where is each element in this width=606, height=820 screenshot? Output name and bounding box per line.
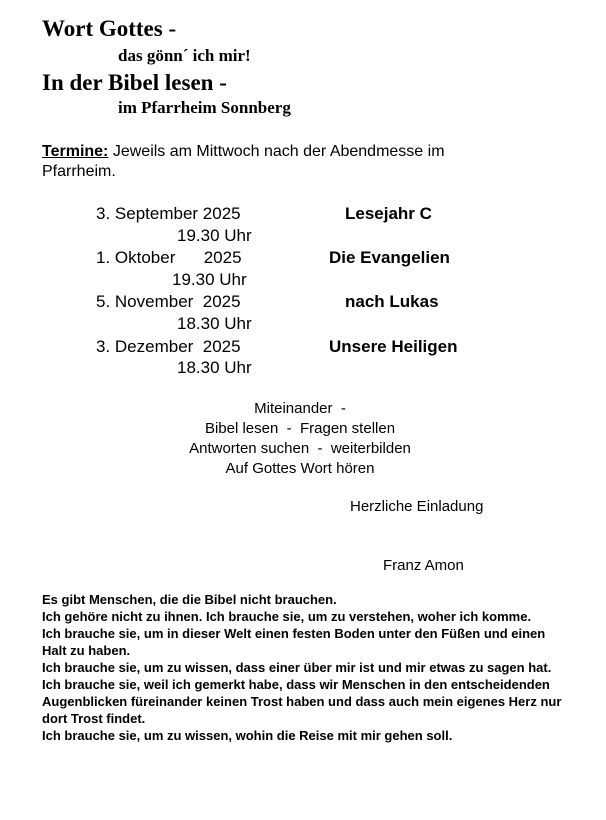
schedule-topic: nach Lukas [345, 292, 439, 311]
schedule-time: 18.30 Uhr [177, 314, 252, 333]
motto-line: Auf Gottes Wort hören [225, 460, 375, 477]
schedule-topic: Unsere Heiligen [329, 337, 458, 356]
motto-line: Antworten suchen - weiterbilden [189, 440, 411, 457]
schedule-topic: Lesejahr C [345, 204, 432, 223]
termine-line [42, 142, 445, 162]
schedule-time: 18.30 Uhr [177, 358, 252, 377]
termine-line-2: Pfarrheim. [42, 163, 116, 180]
schedule-time: 19.30 Uhr [172, 270, 247, 289]
title-bibel-lesen: In der Bibel lesen - [42, 70, 227, 95]
quote-line: Es gibt Menschen, die die Bibel nicht brauchen. [42, 592, 337, 607]
quote-line: Ich brauche sie, um zu wissen, wohin die Reise mit mir gehen soll. [42, 728, 453, 743]
quote-line: Ich gehöre nicht zu ihnen. Ich brauche sie, um zu verstehen, woher ich komme. [42, 609, 532, 624]
subtitle-goenn: das gönn´ ich mir! [118, 46, 251, 65]
title-wort-gottes: Wort Gottes - [42, 16, 177, 41]
schedule-date: 3. Dezember 2025 [96, 337, 241, 356]
schedule-topic: Die Evangelien [329, 248, 450, 267]
schedule-date: 5. November 2025 [96, 292, 241, 311]
motto-line: Bibel lesen - Fragen stellen [204, 420, 396, 437]
schedule-date: 3. September 2025 [96, 204, 241, 223]
quote-line: Ich brauche sie, um in dieser Welt einen festen Boden unter den Füßen und einen Halt zu haben. [42, 626, 546, 658]
termine-label: Termine: [42, 143, 109, 160]
quote-line: Ich brauche sie, um zu wissen, dass einer über mir ist und mir etwas zu sagen hat. [42, 660, 552, 675]
termine-text: Jeweils am Mittwoch nach der Abendmesse im [108, 143, 445, 160]
subtitle-pfarrheim: im Pfarrheim Sonnberg [118, 98, 291, 117]
quote-block [42, 591, 567, 744]
quote-line: Ich brauche sie, weil ich gemerkt habe, dass wir Menschen in den entscheidenden Augenblicken füreinander keinen Trost haben und dass auch mein eigenes Herz nur dort Trost findet. [42, 677, 562, 726]
motto-block [0, 399, 606, 479]
signature: Franz Amon [383, 557, 464, 574]
schedule-time: 19.30 Uhr [177, 226, 252, 245]
invitation-text: Herzliche Einladung [350, 498, 484, 515]
schedule-date: 1. Oktober 2025 [96, 248, 242, 267]
motto-line: Miteinander - [254, 400, 346, 417]
